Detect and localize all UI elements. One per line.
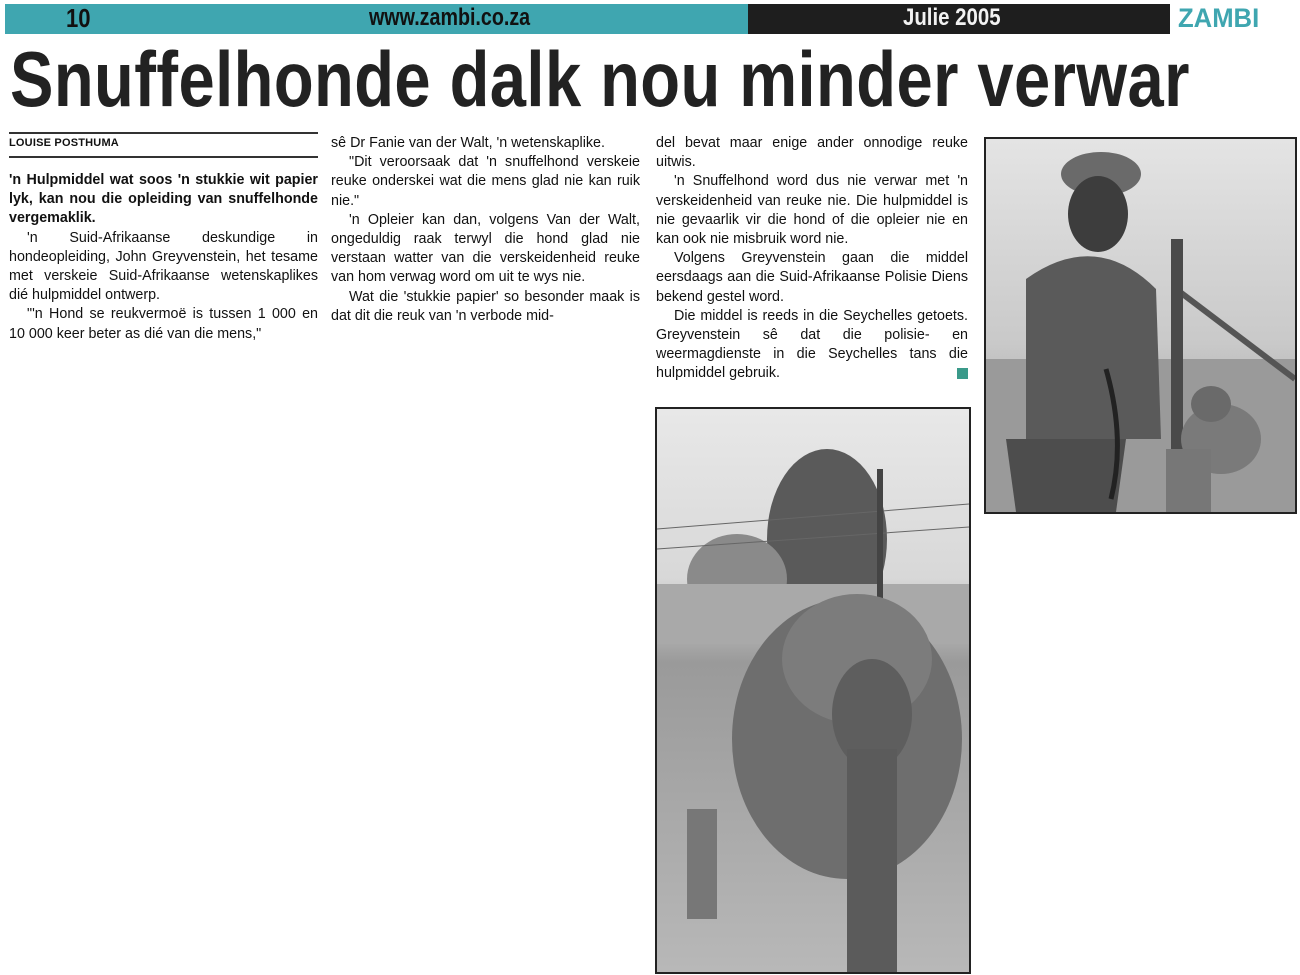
article-column-2 — [331, 134, 640, 326]
article-headline: Snuffelhonde dalk nou minder verwar — [10, 35, 1190, 123]
photo-handler-with-dog — [984, 137, 1297, 514]
paragraph-last — [656, 307, 968, 384]
issue-date: Julie 2005 — [903, 4, 1001, 31]
byline: LOUISE POSTHUMA — [9, 137, 119, 149]
paragraph: "'n Hond se reukvermoë is tussen 1 000 en 10 000 keer beter as dié van die mens," — [9, 306, 318, 342]
article-lead: 'n Hulpmiddel wat soos 'n stukkie wit papier lyk, kan nou die opleiding van snuffelhonde vergemaklik. — [9, 172, 318, 227]
paragraph: 'n Opleier kan dan, volgens Van der Walt, ongeduldig raak terwyl die hond glad nie verstaan watter van die verskeidenheid reuke van hom verwag word om uit te wys nie. — [331, 211, 640, 286]
brand-logo: ZAMBI — [1178, 3, 1260, 33]
paragraph: 'n Snuffelhond word dus nie verwar met 'n verskeidenheid van reuke nie. Die hulpmiddel is nie gevaarlik vir die hond of die opleier nie en kan ook nie misbruik word nie. — [656, 173, 968, 248]
article-column-1 — [9, 171, 318, 344]
paragraph: "Dit veroorsaak dat 'n snuffelhond verskeie reuke onderskei wat die mens glad nie kan ruik nie." — [331, 154, 640, 209]
paragraph: Volgens Greyvenstein gaan die middel eersdaags aan die Suid-Afrikaanse Polisie Diens bekend gestel word. — [656, 250, 968, 305]
byline-rule-top — [9, 132, 318, 134]
paragraph-last-text: Die middel is reeds in die Seychelles getoets. Greyvenstein sê dat die polisie- en weermagdienste in die Seychelles tans die hulpmiddel gebruik. — [656, 307, 968, 382]
paragraph: 'n Suid-Afrikaanse deskundige in hondeopleiding, John Greyvenstein, het tesame met verskeie Suid-Afrikaanse wetenskaplikes dié hulpmiddel ontwerp. — [9, 229, 318, 304]
end-of-article-mark — [957, 368, 968, 379]
photo-dog-sniffing-post — [655, 407, 971, 974]
page-number: 10 — [66, 3, 91, 33]
article-column-3 — [656, 134, 968, 384]
paragraph: sê Dr Fanie van der Walt, 'n wetenskaplike. — [331, 135, 605, 151]
paragraph: Wat die 'stukkie papier' so besonder maak is dat dit die reuk van 'n verbode mid- — [331, 288, 640, 324]
paragraph: del bevat maar enige ander onnodige reuke uitwis. — [656, 135, 968, 171]
byline-rule-bottom — [9, 156, 318, 158]
site-url: www.zambi.co.za — [369, 4, 531, 31]
